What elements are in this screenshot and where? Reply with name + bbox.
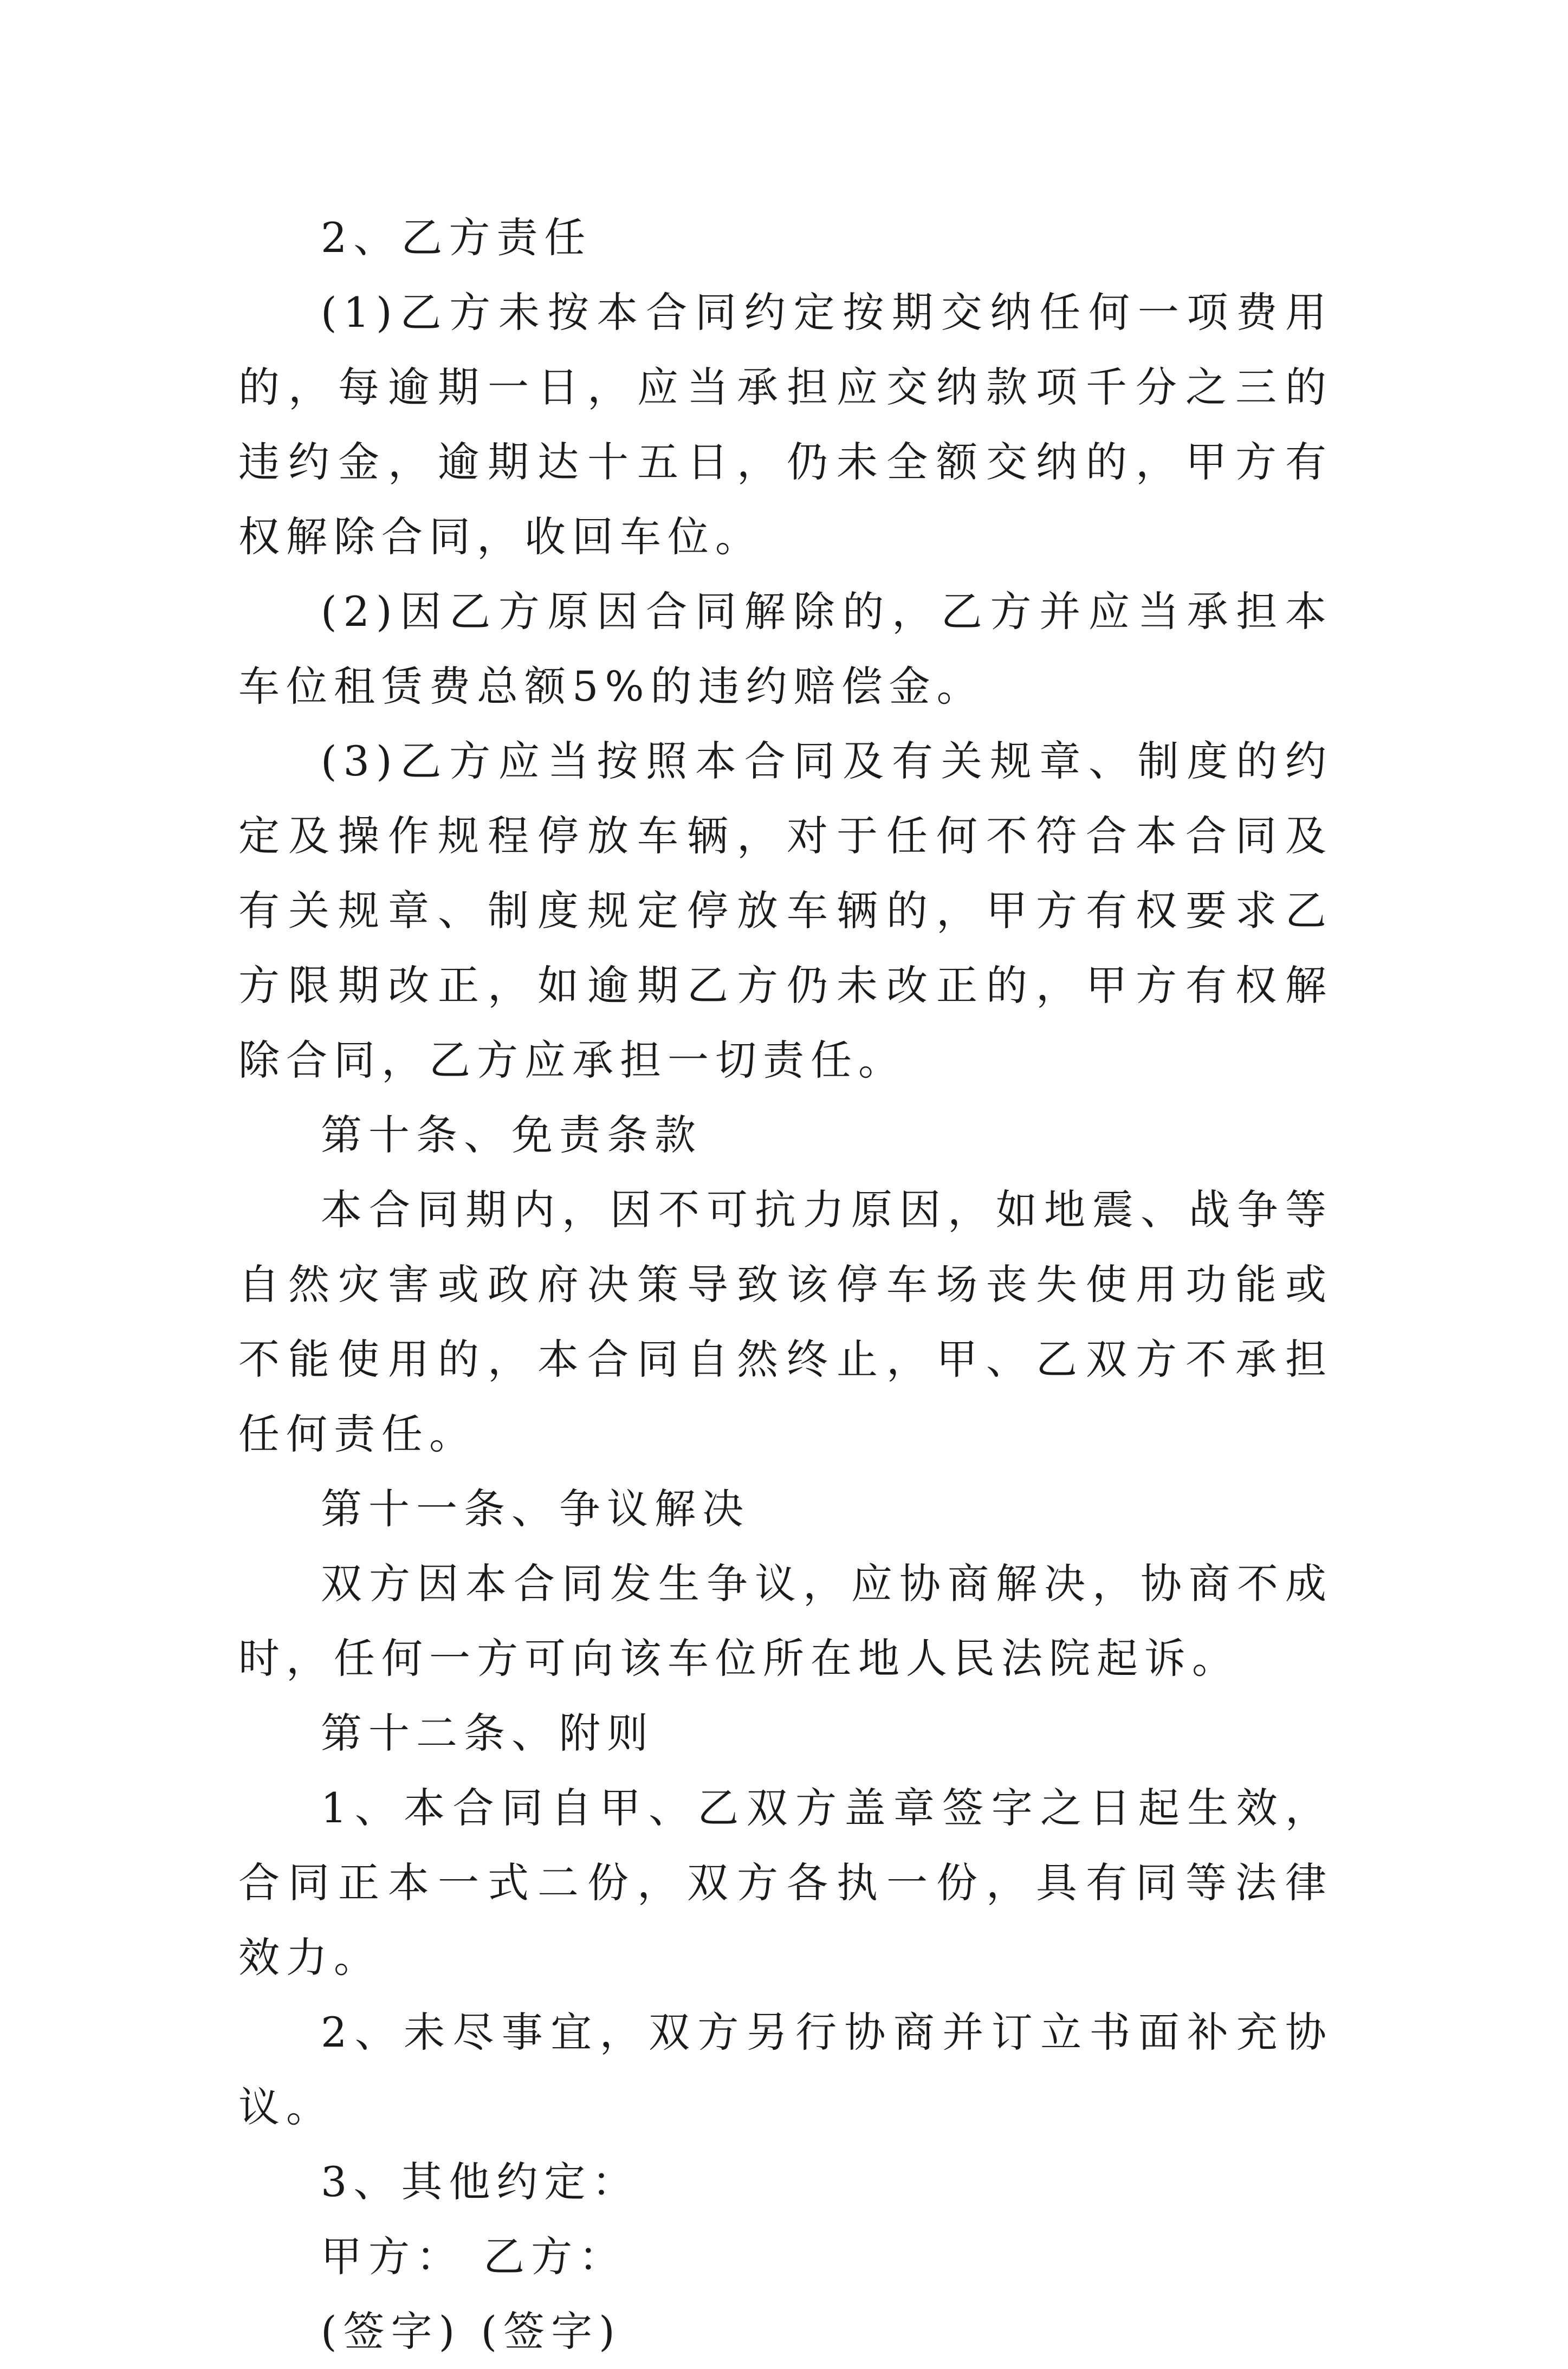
clause-parking-rules: (3)乙方应当按照本合同及有关规章、制度的约定及操作规程停放车辆，对于任何不符合本合同及有关规章、制度规定停放车辆的，甲方有权要求乙方限期改正，如逾期乙方仍未改正的，甲方有权解除合同，乙方应承担一切责任。 [238, 737, 1333, 1084]
clause-effectiveness: 1、本合同自甲、乙双方盖章签字之日起生效，合同正本一式二份，双方各执一份，具有同等法律效力。 [238, 1784, 1333, 1982]
clause-force-majeure: 本合同期内，因不可抗力原因，如地震、战争等自然灾害或政府决策导致该停车场丧失使用功能或不能使用的，本合同自然终止，甲、乙双方不承担任何责任。 [238, 1186, 1333, 1458]
clause-termination-compensation: (2)因乙方原因合同解除的，乙方并应当承担本车位租赁费总额5%的违约赔偿金。 [238, 587, 1333, 710]
clause-late-payment: (1)乙方未按本合同约定按期交纳任何一项费用的，每逾期一日，应当承担应交纳款项千分之三的违约金，逾期达十五日，仍未全额交纳的，甲方有权解除合同，收回车位。 [238, 288, 1333, 561]
section-heading-party-b-liability: 2、乙方责任 [321, 213, 592, 262]
clause-other-agreements: 3、其他约定： [321, 2158, 640, 2206]
clause-unresolved-matters: 2、未尽事宜，双方另行协商并订立书面补充协议。 [238, 2008, 1333, 2131]
article-heading-exemption: 第十条、免责条款 [321, 1111, 702, 1159]
article-heading-supplementary: 第十二条、附则 [321, 1709, 655, 1757]
signature-line: (签字) (签字) [321, 2307, 621, 2355]
clause-dispute-resolution: 双方因本合同发生争议，应协商解决，协商不成时，任何一方可向该车位所在地人民法院起诉。 [238, 1559, 1333, 1682]
signature-parties-line: 甲方： 乙方： [321, 2232, 627, 2281]
article-heading-dispute: 第十一条、争议解决 [321, 1485, 750, 1533]
document-body [238, 200, 1333, 2369]
